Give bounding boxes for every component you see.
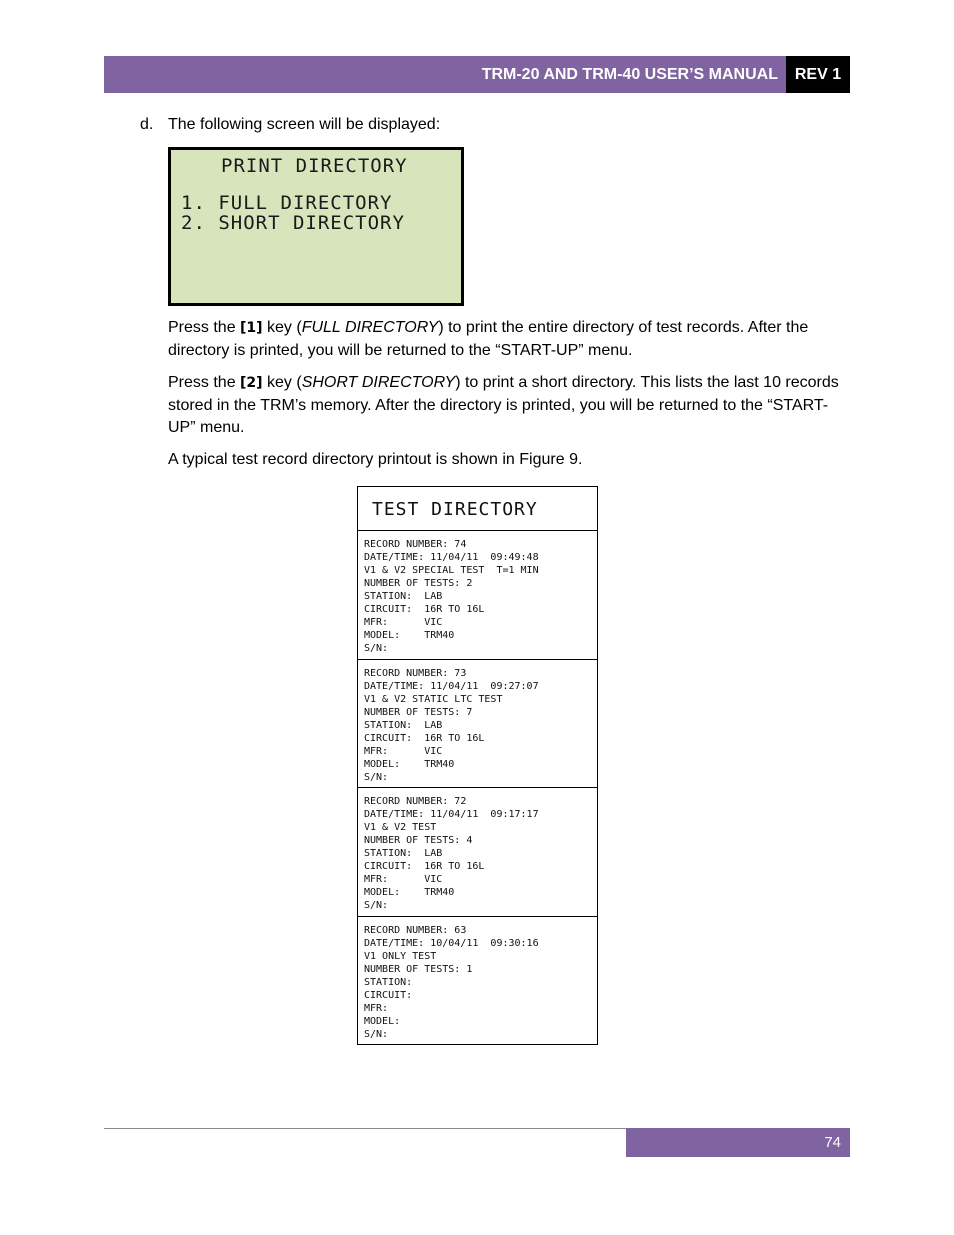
printout-record [358, 660, 597, 789]
record-line: DATE/TIME: 11/04/11 09:27:07 [364, 680, 539, 692]
step-text: The following screen will be displayed: [168, 116, 441, 133]
record-line: MODEL: TRM40 [364, 630, 455, 641]
record-line: DATE/TIME: 11/04/11 09:49:48 [364, 552, 539, 563]
record-line: CIRCUIT: 16R TO 16L [364, 732, 485, 744]
record-line: DATE/TIME: 10/04/11 09:30:16 [364, 937, 539, 949]
record-line: NUMBER OF TESTS: 4 [364, 835, 473, 846]
record-line: NUMBER OF TESTS: 2 [364, 578, 473, 589]
printout-record [358, 788, 597, 917]
record-line: S/N: [364, 1028, 389, 1040]
step-marker: d. [140, 116, 154, 133]
lcd-screen [168, 147, 464, 306]
paragraph-short-directory [168, 372, 848, 440]
printout-title: TEST DIRECTORY [358, 487, 597, 531]
para1-mid: key ( [262, 319, 302, 336]
record-line: RECORD NUMBER: 73 [364, 667, 467, 679]
para2-pre: Press the [168, 374, 241, 391]
record-line: RECORD NUMBER: 74 [364, 539, 467, 550]
revision-badge [786, 56, 850, 93]
record-line: MFR: VIC [364, 874, 443, 885]
record-line: V1 & V2 TEST [364, 822, 437, 833]
para1-post: ) to print the entire directory of test records. After the directory is printed, you will be returned to the “START-UP” menu. [168, 319, 809, 359]
lcd-title: PRINT DIRECTORY [221, 155, 408, 177]
record-line: RECORD NUMBER: 72 [364, 796, 467, 807]
para2-mid: key ( [262, 374, 302, 391]
page-number: 74 [824, 1134, 841, 1151]
record-line: STATION: LAB [364, 591, 443, 602]
record-line: MODEL: TRM40 [364, 887, 455, 898]
record-line: RECORD NUMBER: 63 [364, 924, 467, 936]
record-line: STATION: LAB [364, 719, 443, 731]
revision-label: REV 1 [794, 65, 842, 83]
para2-post: ) to print a short directory. This lists the last 10 records stored in the TRM’s memory. After the directory is printed, you will be returned to the “START-UP” menu. [168, 374, 839, 436]
record-line: CIRCUIT: [364, 989, 413, 1001]
footer-divider [104, 1128, 626, 1129]
para3-text: A typical test record directory printout is shown in Figure 9. [168, 451, 583, 468]
paragraph-figure-reference [168, 449, 848, 472]
lcd-option-full-directory: 1. FULL DIRECTORY [181, 192, 393, 214]
record-line: V1 & V2 SPECIAL TEST T=1 MIN [364, 565, 539, 576]
record-line: MFR: VIC [364, 745, 443, 757]
record-line: S/N: [364, 900, 389, 911]
record-line: S/N: [364, 771, 389, 783]
paragraph-full-directory [168, 317, 848, 362]
record-line: CIRCUIT: 16R TO 16L [364, 861, 485, 872]
record-line: STATION: LAB [364, 848, 443, 859]
record-line: MFR: VIC [364, 617, 443, 628]
record-line: STATION: [364, 976, 413, 988]
step-d [140, 116, 440, 134]
record-line: MODEL: [364, 1015, 401, 1027]
record-line: DATE/TIME: 11/04/11 09:17:17 [364, 809, 539, 820]
footer-page-bar [626, 1128, 850, 1157]
record-line: S/N: [364, 643, 389, 654]
lcd-option-short-directory: 2. SHORT DIRECTORY [181, 212, 405, 234]
para2-emphasis: SHORT DIRECTORY [301, 374, 456, 391]
record-line: CIRCUIT: 16R TO 16L [364, 604, 485, 615]
para1-emphasis: FULL DIRECTORY [301, 319, 439, 336]
record-line: NUMBER OF TESTS: 7 [364, 706, 473, 718]
record-line: V1 ONLY TEST [364, 950, 437, 962]
record-line: MFR: [364, 1002, 389, 1014]
key-2-label: [2] [240, 375, 263, 391]
record-line: NUMBER OF TESTS: 1 [364, 963, 473, 975]
printout-record [358, 531, 597, 660]
manual-title: TRM-20 AND TRM-40 USER’S MANUAL [481, 65, 778, 83]
record-line: MODEL: TRM40 [364, 758, 455, 770]
record-line: V1 & V2 STATIC LTC TEST [364, 693, 503, 705]
header-title-bar [104, 56, 786, 93]
para1-pre: Press the [168, 319, 241, 336]
key-1-label: [1] [240, 320, 263, 336]
printout-record [358, 917, 597, 1046]
directory-printout [357, 486, 598, 1045]
